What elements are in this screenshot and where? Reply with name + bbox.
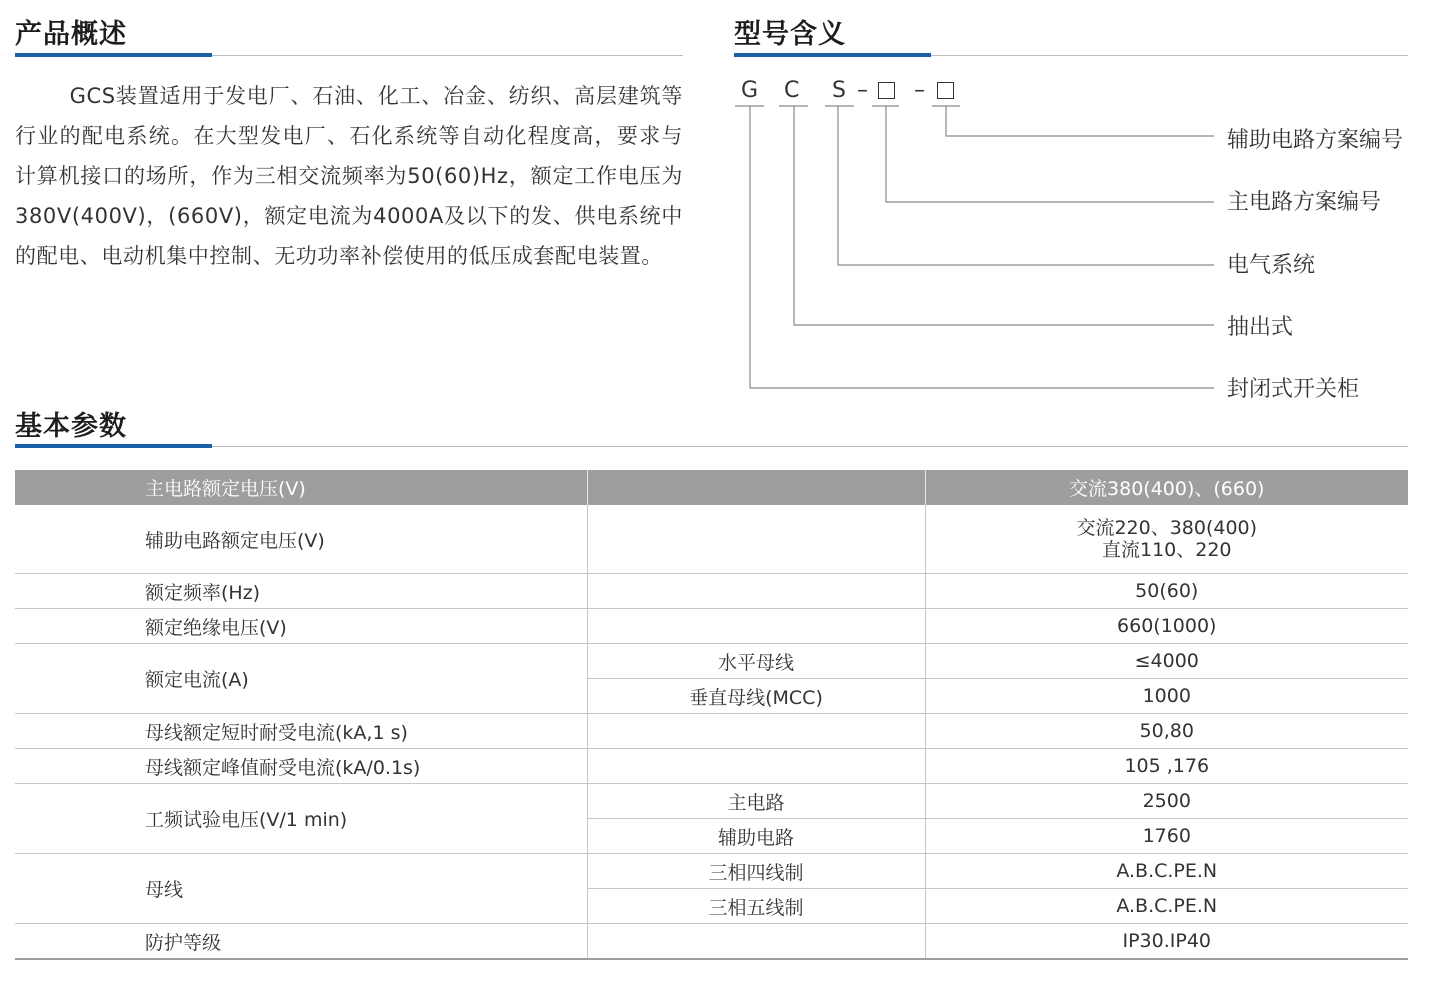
cell-name: 额定频率(Hz) <box>15 574 587 609</box>
cell-value: 105 ,176 <box>925 749 1408 784</box>
table-row <box>15 609 1408 644</box>
table-row <box>15 749 1408 784</box>
cell-sub <box>587 714 925 749</box>
cell-value: A.B.C.PE.N <box>925 889 1408 924</box>
model-label-aux-circuit: 辅助电路方案编号 <box>1227 128 1404 153</box>
table-header-row <box>15 470 1408 505</box>
cell-value: ≤4000 <box>925 644 1408 679</box>
model-dash-2: – <box>914 78 925 103</box>
cell-value: 50(60) <box>925 574 1408 609</box>
table-row <box>15 784 1408 819</box>
cell-value: 1000 <box>925 679 1408 714</box>
table-row <box>15 714 1408 749</box>
overview-title: 产品概述 <box>15 19 127 50</box>
cell-sub: 三相五线制 <box>587 889 925 924</box>
value-line-dc: 直流110、220 <box>1101 539 1232 561</box>
model-char-g: G <box>741 78 759 103</box>
cell-name: 主电路额定电压(V) <box>15 470 587 505</box>
cell-name: 母线额定峰值耐受电流(kA/0.1s) <box>15 749 587 784</box>
model-title: 型号含义 <box>734 19 846 50</box>
cell-sub <box>587 924 925 960</box>
cell-value: 660(1000) <box>925 609 1408 644</box>
model-char-s: S <box>832 78 846 103</box>
cell-name: 辅助电路额定电压(V) <box>15 505 587 574</box>
cell-sub <box>587 505 925 574</box>
cell-name: 母线额定短时耐受电流(kA,1 s) <box>15 714 587 749</box>
cell-name: 母线 <box>15 854 587 924</box>
params-title-rule <box>15 446 1408 447</box>
model-char-c: C <box>784 78 800 103</box>
model-label-electrical-system: 电气系统 <box>1227 253 1316 278</box>
cell-value: 交流380(400)、(660) <box>925 470 1408 505</box>
cell-sub <box>587 609 925 644</box>
model-label-enclosed-switchgear: 封闭式开关柜 <box>1227 377 1360 402</box>
cell-sub: 辅助电路 <box>587 819 925 854</box>
cell-sub: 主电路 <box>587 784 925 819</box>
params-table <box>15 470 1408 960</box>
cell-name: 防护等级 <box>15 924 587 960</box>
table-row <box>15 854 1408 889</box>
value-line-ac: 交流220、380(400) <box>1076 517 1258 539</box>
table-row <box>15 644 1408 679</box>
cell-value: 2500 <box>925 784 1408 819</box>
cell-name: 工频试验电压(V/1 min) <box>15 784 587 854</box>
model-label-main-circuit: 主电路方案编号 <box>1227 190 1382 215</box>
cell-value: IP30.IP40 <box>925 924 1408 960</box>
overview-paragraph: GCS装置适用于发电厂、石油、化工、冶金、纺织、高层建筑等行业的配电系统。在大型发电厂、石化系统等自动化程度高，要求与计算机接口的场所，作为三相交流频率为50(60)Hz，额定工作电压为380V(400V)，(660V)，额定电流为4000A及以下的发、供电系统中的配电、电动机集中控制、无功功率补偿使用的低压成套配电装置。 <box>15 84 683 268</box>
table-row <box>15 924 1408 960</box>
cell-sub: 水平母线 <box>587 644 925 679</box>
cell-sub <box>587 574 925 609</box>
cell-name: 额定电流(A) <box>15 644 587 714</box>
cell-value: 1760 <box>925 819 1408 854</box>
cell-sub: 三相四线制 <box>587 854 925 889</box>
cell-sub <box>587 470 925 505</box>
table-row <box>15 574 1408 609</box>
cell-value: 50,80 <box>925 714 1408 749</box>
params-title: 基本参数 <box>15 411 127 442</box>
cell-value: A.B.C.PE.N <box>925 854 1408 889</box>
params-title-accent <box>15 444 212 448</box>
cell-sub: 垂直母线(MCC) <box>587 679 925 714</box>
table-row <box>15 505 1408 574</box>
model-label-draw-out: 抽出式 <box>1227 315 1294 340</box>
cell-sub <box>587 749 925 784</box>
cell-name: 额定绝缘电压(V) <box>15 609 587 644</box>
cell-value <box>925 505 1408 574</box>
model-dash-1: – <box>857 78 868 103</box>
